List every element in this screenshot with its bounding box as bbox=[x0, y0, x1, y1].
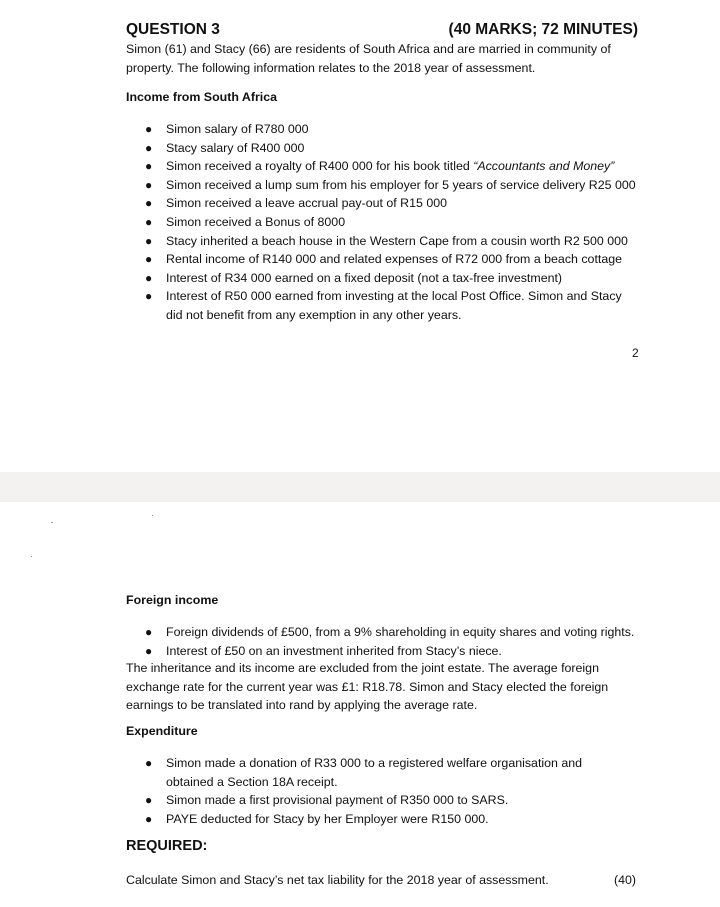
bullet-icon: ● bbox=[145, 793, 153, 808]
list-item-text: Simon received a Bonus of 8000 bbox=[166, 214, 346, 229]
list-item bbox=[126, 157, 646, 176]
intro-line: property. The following information relates to the 2018 year of assessment. bbox=[126, 61, 536, 75]
list-item-text: Simon salary of R780 000 bbox=[166, 122, 309, 136]
list-item-text: Foreign dividends of £500, from a 9% shareholding in equity shares and voting rights. bbox=[166, 625, 635, 639]
list-item bbox=[126, 250, 646, 269]
bullet-icon: ● bbox=[145, 159, 153, 174]
list-item bbox=[126, 810, 626, 829]
page-number: 2 bbox=[632, 346, 639, 360]
expenditure-heading: Expenditure bbox=[126, 724, 198, 738]
list-item-text: Stacy salary of R400 000 bbox=[166, 140, 305, 155]
scan-speck bbox=[152, 515, 153, 516]
foreign-list bbox=[126, 623, 656, 660]
bullet-icon: ● bbox=[145, 289, 153, 304]
page-gap bbox=[0, 472, 720, 502]
question-marks: (40 MARKS; 72 MINUTES) bbox=[448, 21, 638, 38]
list-item bbox=[126, 176, 646, 195]
bullet-icon: ● bbox=[145, 643, 153, 658]
list-item-text: Rental income of R140 000 and related expenses of R72 000 from a beach cottage bbox=[166, 252, 622, 267]
question-title: QUESTION 3 bbox=[126, 21, 220, 38]
bullet-icon: ● bbox=[145, 140, 153, 155]
bullet-icon: ● bbox=[145, 196, 153, 211]
list-item-text: did not benefit from any exemption in any other years. bbox=[166, 307, 462, 322]
scan-speck bbox=[51, 522, 53, 523]
list-item bbox=[126, 791, 626, 810]
book-title: “Accountants and Money” bbox=[473, 159, 615, 174]
list-item bbox=[126, 194, 646, 213]
intro-paragraph bbox=[126, 40, 640, 78]
list-item bbox=[126, 139, 646, 158]
bullet-icon: ● bbox=[145, 214, 153, 229]
list-item-text: Simon received a leave accrual pay-out of R15 000 bbox=[166, 196, 448, 211]
bullet-icon: ● bbox=[145, 756, 153, 770]
bullet-icon: ● bbox=[145, 270, 153, 285]
list-item bbox=[126, 213, 646, 232]
paragraph-line: exchange rate for the current year was £1: R18.78. Simon and Stacy elected the foreign bbox=[126, 679, 609, 694]
scan-speck bbox=[31, 556, 32, 557]
bullet-icon: ● bbox=[145, 252, 153, 267]
list-item-text: Simon made a donation of R33 000 to a registered welfare organisation and bbox=[166, 756, 583, 770]
bullet-icon: ● bbox=[145, 177, 153, 192]
list-item-text: Interest of R50 000 earned from investing at the local Post Office. Simon and Stacy bbox=[166, 289, 622, 304]
list-item bbox=[126, 623, 656, 642]
income-sa-heading: Income from South Africa bbox=[126, 90, 277, 104]
income-sa-list bbox=[126, 120, 646, 325]
list-item bbox=[126, 232, 646, 251]
list-item bbox=[126, 642, 656, 661]
list-item-text: obtained a Section 18A receipt. bbox=[166, 774, 338, 789]
bullet-icon: ● bbox=[145, 625, 153, 639]
list-item-text: Interest of R34 000 earned on a fixed deposit (not a tax-free investment) bbox=[166, 270, 563, 285]
question-header bbox=[126, 21, 638, 41]
list-item-text: Interest of £50 on an investment inherited from Stacy’s niece. bbox=[166, 643, 502, 658]
list-item bbox=[126, 269, 646, 288]
bullet-icon: ● bbox=[145, 233, 153, 248]
bullet-icon: ● bbox=[145, 811, 153, 826]
expenditure-list bbox=[126, 754, 626, 828]
required-heading: REQUIRED: bbox=[126, 838, 208, 854]
required-instruction: Calculate Simon and Stacy’s net tax liability for the 2018 year of assessment. bbox=[126, 873, 549, 887]
intro-line: Simon (61) and Stacy (66) are residents of South Africa and are married in community of bbox=[126, 42, 611, 56]
list-item bbox=[126, 287, 646, 324]
list-item-text: PAYE deducted for Stacy by her Employer were R150 000. bbox=[166, 811, 489, 826]
paragraph-line: The inheritance and its income are excluded from the joint estate. The average foreign bbox=[126, 661, 599, 675]
bullet-icon: ● bbox=[145, 122, 153, 136]
list-item bbox=[126, 120, 646, 139]
list-item-text: Simon received a royalty of R400 000 for his book titled “Accountants and Money” bbox=[166, 159, 615, 174]
foreign-paragraph bbox=[126, 659, 626, 715]
list-item-text: Simon received a lump sum from his employer for 5 years of service delivery R25 000 bbox=[166, 177, 636, 192]
paragraph-line: earnings to be translated into rand by applying the average rate. bbox=[126, 698, 478, 713]
required-marks: (40) bbox=[614, 873, 637, 887]
list-item-text: Stacy inherited a beach house in the Western Cape from a cousin worth R2 500 000 bbox=[166, 233, 628, 248]
list-item-text: Simon made a first provisional payment of R350 000 to SARS. bbox=[166, 793, 509, 808]
list-item bbox=[126, 754, 626, 791]
foreign-heading: Foreign income bbox=[126, 593, 219, 607]
